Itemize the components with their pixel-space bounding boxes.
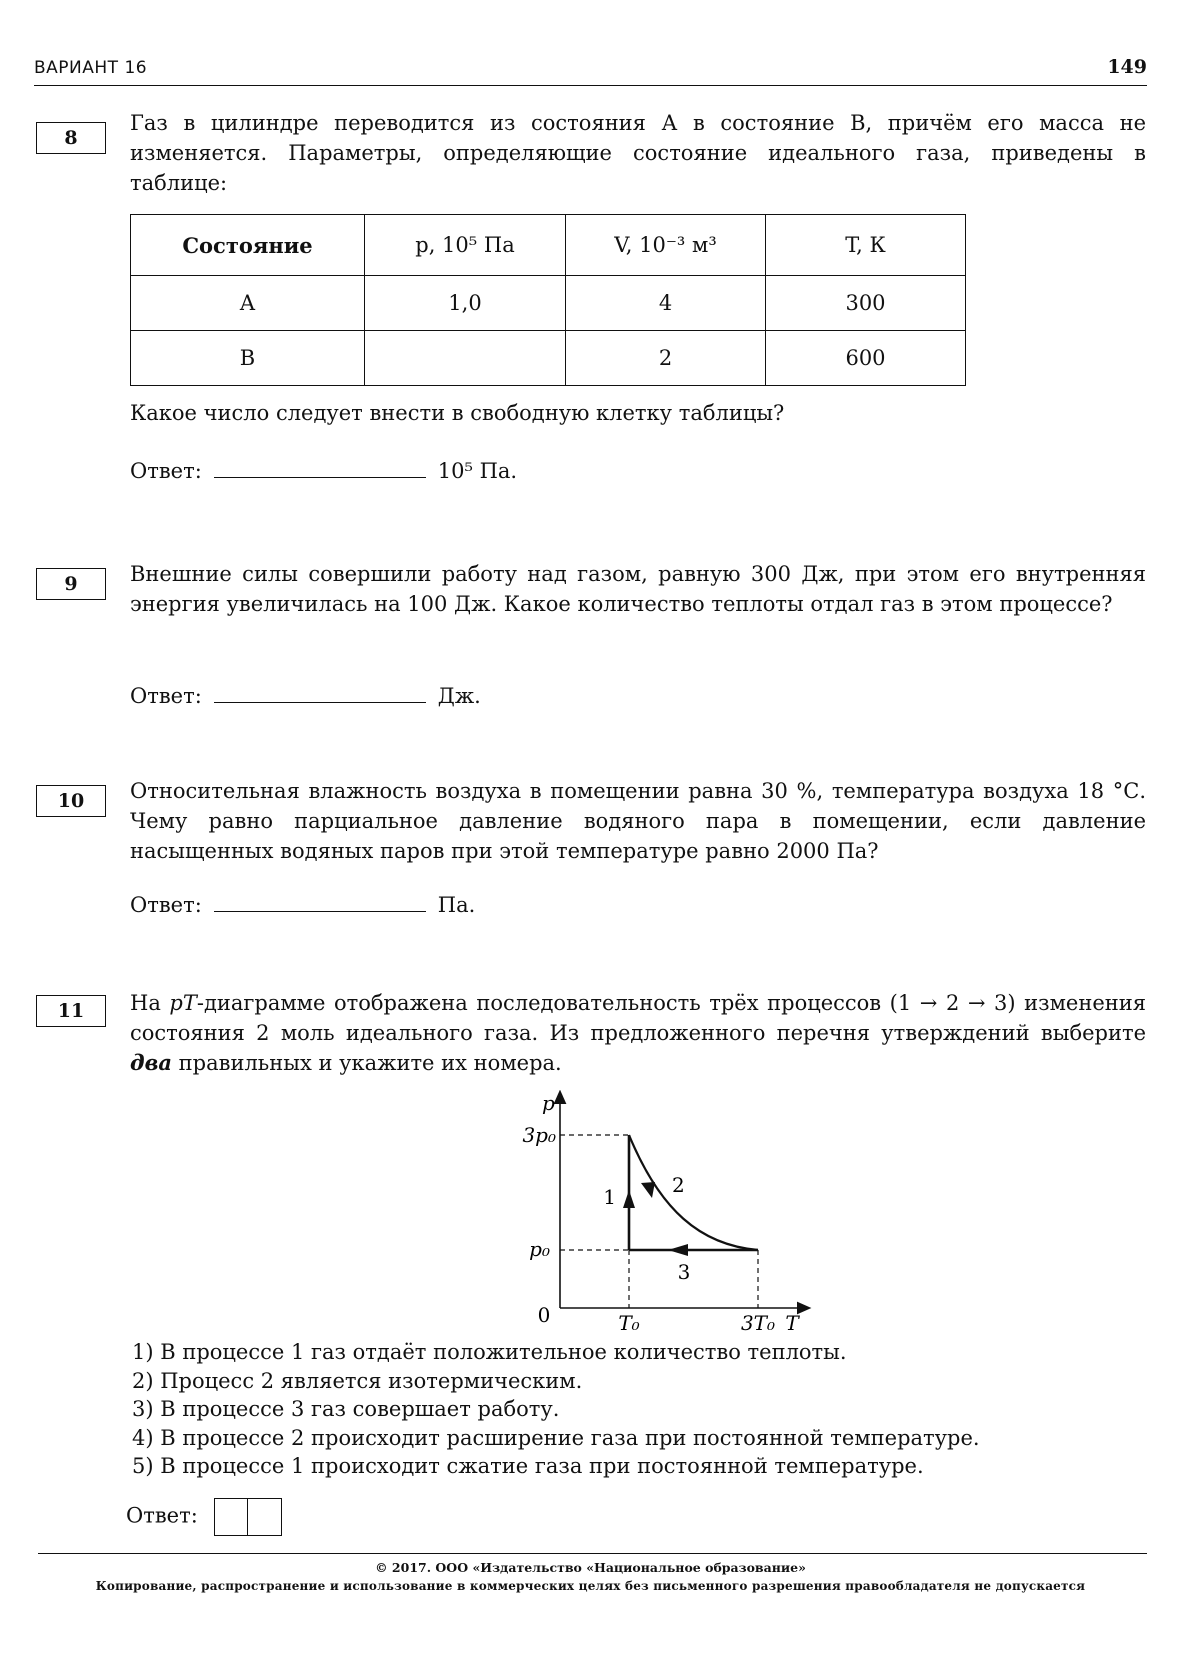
q11-options <box>132 1338 980 1481</box>
q8-answer-blank[interactable] <box>214 453 426 478</box>
process-1-arrow <box>623 1190 635 1208</box>
table-cell: В <box>131 331 365 386</box>
answer-digit-box[interactable] <box>248 1498 282 1536</box>
table-header-cell: T, К <box>766 215 966 276</box>
option-item: 2) Процесс 2 является изотермическим. <box>132 1368 583 1393</box>
table-row <box>131 276 966 331</box>
table-header-row <box>131 215 966 276</box>
q11-answer-boxes <box>214 1498 282 1536</box>
q8-question: Какое число следует внести в свободную клетку таблицы? <box>130 401 785 425</box>
y-tick-3p0: 3p₀ <box>522 1123 556 1147</box>
q8-text: Газ в цилиндре переводится из состояния А в состояние В, причём его масса не изменяется. Параметры, определяющие состояние идеального газа, приведены в таблице: <box>130 111 1146 195</box>
process-1-label: 1 <box>603 1185 616 1209</box>
table-cell: 2 <box>566 331 766 386</box>
running-head-variant: ВАРИАНТ 16 <box>34 58 148 78</box>
q11-text-part: -диаграмме отображена последовательность трёх процессов (1 → 2 → 3) изменения состояния 2 моль идеального газа. Из предложенного перечня утверждений выберите <box>130 991 1146 1045</box>
process-2-label: 2 <box>672 1173 685 1197</box>
answer-label: Ответ: <box>130 684 202 708</box>
process-2-arrow <box>641 1182 655 1198</box>
q8-number-box: 8 <box>36 122 106 154</box>
table-cell: 600 <box>766 331 966 386</box>
q11-text-em: pT <box>169 991 197 1015</box>
x-tick-3t0: 3T₀ <box>740 1311 776 1335</box>
q10-answer-row <box>130 887 475 917</box>
option-item: 1) В процессе 1 газ отдаёт положительное количество теплоты. <box>132 1340 847 1364</box>
q8-state-table <box>130 214 966 386</box>
answer-label: Ответ: <box>130 893 202 917</box>
answer-label: Ответ: <box>130 459 202 483</box>
x-axis-label: T <box>785 1311 799 1335</box>
table-cell: 1,0 <box>365 276 566 331</box>
q11-text <box>130 988 1146 1078</box>
table-cell: 4 <box>566 276 766 331</box>
table-row <box>131 331 966 386</box>
q10-number-box: 10 <box>36 785 106 817</box>
q11-text-bold: два <box>130 1050 172 1075</box>
answer-unit: 10⁵ Па. <box>437 459 518 483</box>
footer-copyright: © 2017. ООО «Издательство «Национальное образование» <box>375 1560 806 1575</box>
q11-text-part: На <box>130 991 170 1015</box>
table-header-cell: Состояние <box>131 215 365 276</box>
answer-unit: Дж. <box>437 684 481 708</box>
q9-text: Внешние силы совершили работу над газом, равную 300 Дж, при этом его внутренняя энергия увеличилась на 100 Дж. Какое количество теплоты отдал газ в этом процессе? <box>130 562 1146 616</box>
q11-answer-row <box>126 1498 282 1536</box>
table-header-cell: p, 10⁵ Па <box>365 215 566 276</box>
y-axis-label: p <box>542 1091 555 1115</box>
answer-digit-box[interactable] <box>214 1498 248 1536</box>
process-3-arrow <box>668 1244 688 1256</box>
process-3-label: 3 <box>677 1260 691 1284</box>
q8-answer-row <box>130 453 517 483</box>
q11-number-box: 11 <box>36 995 106 1027</box>
q10-answer-blank[interactable] <box>214 887 426 912</box>
q10-text: Относительная влажность воздуха в помещении равна 30 %, температура воздуха 18 °С. Чему равно парциальное давление водяного пара в помещении, если давление насыщенных водяных паров при этой температуре равно 2000 Па? <box>130 779 1146 863</box>
table-cell-empty[interactable] <box>365 331 566 386</box>
origin-label: 0 <box>537 1303 551 1327</box>
table-header-cell: V, 10⁻³ м³ <box>566 215 766 276</box>
x-tick-t0: T₀ <box>618 1311 640 1335</box>
page-number: 149 <box>1107 56 1147 78</box>
header-rule <box>34 85 1147 86</box>
footer-rule <box>38 1553 1147 1554</box>
footer-legal-notice: Копирование, распространение и использование в коммерческих целях без письменного разрешения правообладателя не допускается <box>95 1579 1086 1593</box>
option-item: 4) В процессе 2 происходит расширение газа при постоянной температуре. <box>132 1425 980 1450</box>
answer-label: Ответ: <box>126 1503 198 1528</box>
pt-diagram <box>500 1090 830 1335</box>
q9-answer-row <box>130 678 481 708</box>
table-cell: А <box>131 276 365 331</box>
y-tick-p0: p₀ <box>529 1237 550 1261</box>
option-item: 3) В процессе 3 газ совершает работу. <box>132 1397 560 1422</box>
table-cell: 300 <box>766 276 966 331</box>
q11-text-part: правильных и укажите их номера. <box>172 1051 562 1075</box>
q9-answer-blank[interactable] <box>214 678 426 703</box>
option-item: 5) В процессе 1 происходит сжатие газа при постоянной температуре. <box>132 1454 924 1479</box>
answer-unit: Па. <box>437 893 476 917</box>
q9-number-box: 9 <box>36 568 106 600</box>
